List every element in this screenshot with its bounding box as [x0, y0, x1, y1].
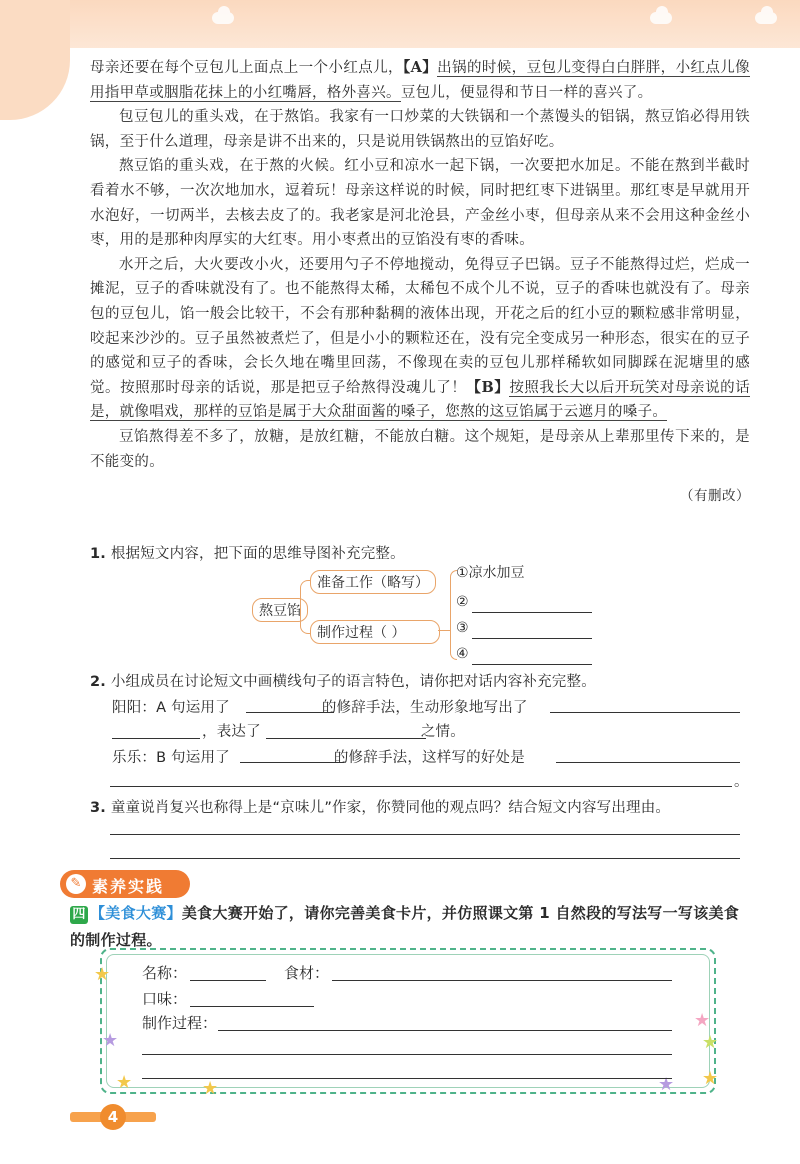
page-number: 4 — [100, 1104, 126, 1130]
paragraph-5: 豆馅熬得差不多了，放糖，是放红糖，不能放白糖。这个规矩，是母亲从上辈那里传下来的，是不能变的。 — [90, 428, 750, 470]
task-text: 美食大赛开始了，请你完善美食卡片，并仿照课文第 1 自然段的写法写一写该美食的制作过程。 — [70, 904, 740, 949]
cloud-icon — [755, 12, 777, 24]
mind-map — [230, 565, 610, 668]
banner-title: 素养实践 — [92, 877, 165, 896]
question-3 — [90, 796, 670, 817]
answer-line[interactable] — [110, 834, 740, 835]
star-icon: ★ — [658, 1074, 675, 1095]
taste-field[interactable] — [190, 1006, 314, 1007]
q2-line-3 — [112, 746, 525, 767]
answer-blank[interactable] — [246, 712, 334, 713]
ingredients-label: 食材： — [284, 964, 330, 982]
answer-blank[interactable] — [556, 762, 740, 763]
dialog-text: 的修辞手法，这样写的好处是 — [333, 750, 525, 766]
page-number-badge — [70, 1104, 154, 1130]
answer-blank-step-4[interactable] — [472, 664, 592, 665]
star-icon: ★ — [202, 1078, 219, 1099]
mindmap-root: 熬豆馅 — [252, 598, 308, 622]
question-text: 小组成员在讨论短文中画横线句子的语言特色，请你把对话内容补充完整。 — [110, 674, 596, 690]
taste-label: 口味： — [142, 990, 188, 1008]
question-text: 童童说肖复兴也称得上是“京味儿”作家，你赞同他的观点吗？结合短文内容写出理由。 — [110, 800, 671, 816]
page-decoration — [122, 1112, 156, 1122]
sentence-b-marker: 【B】 — [466, 378, 510, 396]
q2-line-1 — [112, 696, 528, 717]
underlined-sentence-a: 出锅的时候，豆包儿变得白白胖胖，小红点儿像用指甲草或胭脂花抹上的小红嘴唇，格外喜兴。 — [90, 60, 750, 101]
mindmap-step-4: ④ — [456, 646, 469, 662]
paragraph-text: 母亲还要在每个豆包儿上面点上一个小红点儿， — [90, 60, 403, 76]
question-1 — [90, 542, 405, 563]
dialog-text: ，表达了 — [202, 724, 261, 740]
star-icon: ★ — [94, 964, 111, 985]
paragraph-text: 水开之后，大火要改小火，还要用勺子不停地搅动，免得豆子巴锅。豆子不能熬得过烂，烂成一摊泥，豆子的香味就没有了。也不能熬得太稀，太稀包不成个儿不说，豆子的香味也就没有了。母亲包的豆包儿，馅一般会比较干，不会有那种黏稠的液体出现，开花之后的红小豆的颗粒感非常明显，咬起来沙沙的。豆子虽然被煮烂了，但是小小的颗粒还在，没有完全变成另一种形态，很实在的豆子的感觉和豆子的香味，会长久地在嘴里回荡，不像现在卖的豆包儿那样稀软如同脚踩在泥塘里的感觉。按照那时母亲的话说，那是把豆子给熬得没魂儿了！ — [90, 256, 750, 396]
answer-blank[interactable] — [110, 786, 732, 787]
sentence-a-marker: 【A】 — [402, 59, 438, 76]
name-label: 名称： — [142, 964, 188, 982]
process-field[interactable] — [142, 1054, 672, 1055]
reading-passage — [90, 56, 750, 509]
practice-task — [70, 900, 750, 954]
paragraph-3: 熬豆馅的重头戏，在于熬的火候。红小豆和凉水一起下锅，一次要把水加足。不能在熬到半截时看着水不够，一次次地加水，逗着玩！母亲这样说的时候，同时把红枣下进锅里。那红枣是早就用开水泡好，一切两半，去核去皮了的。我老家是河北沧县，产金丝小枣，但母亲从来不会用这种金丝小枣，用的是那种肉厚实的大红枣。用小枣煮出的豆馅没有枣的香味。 — [90, 158, 750, 249]
answer-blank[interactable] — [112, 738, 200, 739]
process-field[interactable] — [142, 1078, 672, 1079]
pencil-icon: ✎ — [66, 874, 86, 894]
page-decoration — [70, 1112, 104, 1122]
question-number: 2. — [90, 674, 106, 690]
process-field[interactable] — [218, 1030, 672, 1031]
answer-blank-step-3[interactable] — [472, 638, 592, 639]
dialog-text: 阳阳：A 句运用了 — [112, 700, 230, 716]
mindmap-connector — [438, 630, 450, 631]
header-band — [0, 0, 800, 48]
mindmap-branch-preparation: 准备工作（略写） — [310, 570, 436, 594]
source-note: （有删改） — [680, 488, 750, 505]
star-icon: ★ — [702, 1032, 719, 1053]
mindmap-branch-process: 制作过程（ ） — [310, 620, 440, 644]
question-2 — [90, 670, 596, 691]
cloud-icon — [650, 12, 672, 24]
question-number: 1. — [90, 546, 106, 562]
dialog-text: 的修辞手法，生动形象地写出了 — [321, 700, 528, 716]
answer-blank-step-2[interactable] — [472, 612, 592, 613]
q2-end: 。 — [734, 774, 749, 790]
answer-blank[interactable] — [550, 712, 740, 713]
paragraph-1 — [90, 56, 750, 105]
mindmap-step-2: ② — [456, 594, 469, 610]
practice-banner — [60, 870, 190, 898]
question-text: 根据短文内容，把下面的思维导图补充完整。 — [110, 546, 405, 562]
dialog-text: 之情。 — [420, 724, 465, 740]
task-tag: 【美食大赛】 — [90, 904, 182, 922]
task-number: 四 — [70, 906, 88, 924]
paragraph-text: 豆包儿，便显得和节日一样的喜兴了。 — [400, 84, 653, 101]
cloud-icon — [212, 12, 234, 24]
star-icon: ★ — [102, 1030, 119, 1051]
process-label: 制作过程： — [142, 1014, 218, 1032]
mindmap-connector — [300, 580, 311, 634]
paragraph-4 — [90, 253, 750, 425]
question-number: 3. — [90, 800, 106, 816]
dialog-text: 乐乐：B 句运用了 — [112, 750, 230, 766]
mindmap-step-1: ①凉水加豆 — [456, 565, 525, 581]
star-icon: ★ — [702, 1068, 719, 1089]
star-icon: ★ — [116, 1072, 133, 1093]
answer-blank[interactable] — [266, 738, 426, 739]
corner-decoration — [0, 0, 70, 120]
answer-blank[interactable] — [240, 762, 344, 763]
name-field[interactable] — [190, 980, 266, 981]
mindmap-step-3: ③ — [456, 620, 469, 636]
ingredients-field[interactable] — [332, 980, 672, 981]
paragraph-2: 包豆包儿的重头戏，在于熬馅。我家有一口炒菜的大铁锅和一个蒸馒头的铝锅，熬豆馅必得用铁锅，至于什么道理，母亲是讲不出来的，只是说用铁锅熬出的豆馅好吃。 — [90, 109, 750, 150]
answer-line[interactable] — [110, 858, 740, 859]
underlined-sentence-b: 按照我长大以后开玩笑对母亲说的话是，就像唱戏，那样的豆馅是属于大众甜面酱的嗓子，您熬的这豆馅属于云遮月的嗓子。 — [90, 379, 751, 421]
star-icon: ★ — [694, 1010, 711, 1031]
